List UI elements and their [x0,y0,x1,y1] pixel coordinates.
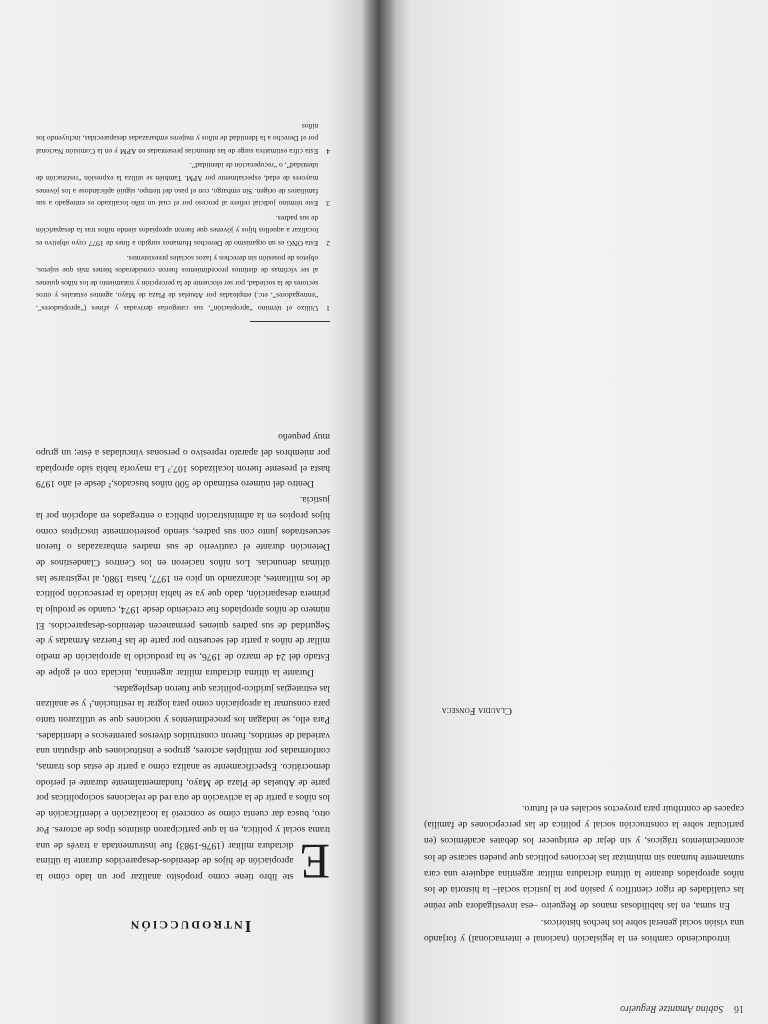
author-signature: Claudia Fonseca [441,705,512,716]
footnote-text: Utilizo el término “apropiación”, sus categorías derivadas y afines (“apropiadores”, “entregadores”, etc.) empleadas por Abuelas de Plaza de Mayo, agentes estatales y otros sectores de la sociedad, por ser elocuente de la percepción y tratamiento de los niños quienes al ser víctimas de distintos procedimientos fueron considerados bienes más que sujetos, objetos de posesión sin derechos y lazos sociales preexistentes. [36,253,319,313]
paragraph: introduciendo cambios en la legislación (nacional e internacional) y forjando una visión social general sobre los hechos históricos. [424,916,744,944]
left-page-body [424,799,744,946]
page-16 [380,0,768,1024]
paragraph: Durante la última dictadura militar argentina, iniciada con el golpe de Estado del 24 de marzo de 1976, se ha producido la apropiación de medio millar de niños a partir del secuestro por parte de las Fuerzas Armadas y de Seguridad de sus padres quienes permanecen detenidos-desaparecidos. El número de niños apropiados fue creciendo desde 1974, cuando se produjo la primera desaparición, dado que ya se había iniciado la persecución política de los militantes, alcanzando un pico en 1977, hasta 1980, al registrarse las últimas denuncias. Los niños nacieron en los Centros Clandestinos de Detención durante el cautiverio de sus madres embarazadas o fueron secuestrados junto con sus padres, siendo posteriormente inscriptos como hijos propios en la administración pública o entregados en adopción por la justicia. [36,494,330,678]
footnote-text: Esta ONG es un organismo de Derechos Humanos surgido a fines de 1977 cuyo objetivo es localizar a aquellos hijos y jóvenes que fueron apropiados siendo niños tras la desaparición de sus padres. [36,213,319,249]
running-head [414,1003,744,1014]
running-head-author: Sabina Amantze Regueiro [620,1003,724,1014]
footnote-number: 2 [326,239,330,249]
footnote-number: 4 [326,146,330,156]
paragraph [36,680,330,890]
page-17 [0,0,380,1024]
chapter-title: Introducción [128,917,252,936]
footnote [36,159,330,209]
footnote [36,211,330,249]
paragraph-text: ste libro tiene como propósito analizar por un lado cómo la apropiación de hijos de detenidos-desaparecidos durante la última dictadura militar (1976-1983) fue instrumentada a través de una trama social y política, en la que participaron distintos tipos de actores. Por otro, busca dar cuenta cómo se concretó la localización e identificación de los niños a partir de la activación de otra red de relaciones sociopolíticas por parte de Abuelas de Plaza de Mayo, fundamentalmente durante el período democrático. Específicamente se analiza cómo a partir de estas dos tramas, conformadas por múltiples actores, grupos e instituciones que disputan una variedad de sentidos, fueron construidos diversos parentescos e identidades. Para ello, se indagan los procedimientos y nociones que se utilizaron tanto para consumar la apropiación como para lograr la restitución,¹ y se analizan las estrategias jurídico-políticas que fueron desplegadas. [36,682,330,882]
footnotes [36,117,330,314]
right-page-body [36,429,330,890]
footnote [36,251,330,314]
footnote-rule [250,321,330,322]
paragraph: Dentro del número estimado de 500 niños buscados,² desde el año 1979 hasta el presente fueron localizados 107.³ La mayoría había sido apropiada por miembros del aparato represivo o personas vinculadas a éste; un grupo muy pequeño [36,431,330,490]
footnote [36,119,330,157]
drop-cap: E [299,834,330,890]
footnote-text: Esta cifra estimativa surge de las denuncias presentadas en APM y en la Comisión Nacional por el Derecho a la Identidad de niños y mujeres embarazadas desaparecidas, incluyendo los niños [36,121,319,156]
footnote-number: 3 [326,199,330,209]
page-number: 16 [734,1003,744,1014]
book-gutter-shadow [362,0,396,1024]
footnote-number: 1 [326,304,330,313]
footnote-text: Este término judicial refiere al proceso por el cual un niño localizado es entregado a sus familiares de origen. Sin embargo, con el paso del tiempo, siguió aplicándose a los jóvenes mayores de edad, especialmente por APM. También se utiliza la expresión “restitución de identidad”, o “recuperación de identidad”. [36,161,319,209]
paragraph: En suma, en las habilidosas manos de Regueiro –esa investigadora que reúne las cualidades de rigor científico y pasión por la justicia social– la historia de los niños apropiados durante la última dictadura militar argentina adquiere una cara sumamente humana sin minimizar las lecciones políticas que pueden sacarse de los acontecimientos trágicos, y sin dejar de enriquecer los debates académicos (en particular sobre la construcción social y política de las percepciones de familia) capaces de contribuir para proyectos sociales en el futuro. [424,802,744,912]
